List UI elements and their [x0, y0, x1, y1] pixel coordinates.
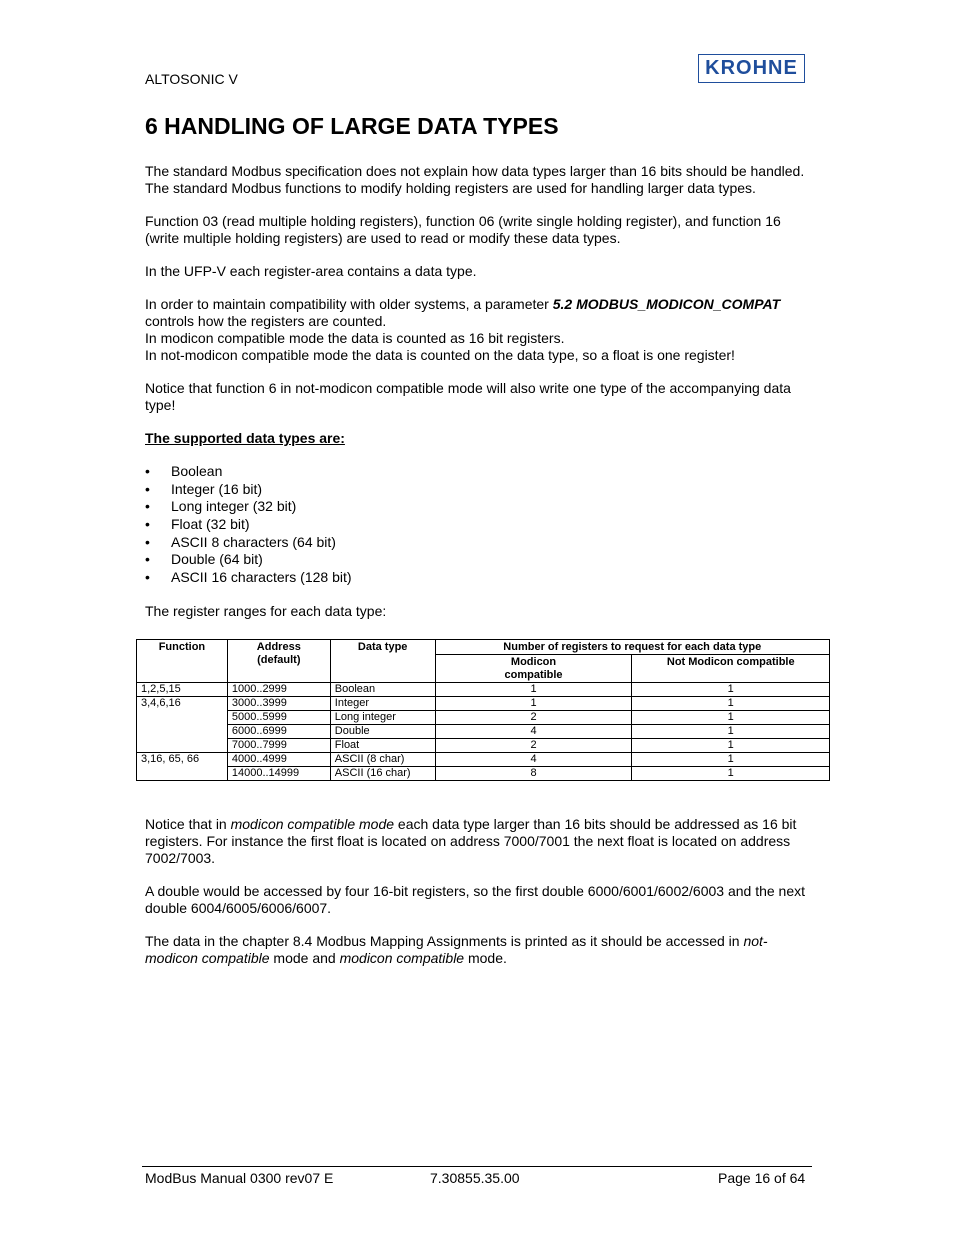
table-row	[137, 767, 830, 781]
table-row	[137, 711, 830, 725]
list-item: • Double (64 bit)	[145, 551, 817, 569]
col-header-not-modicon: Not Modicon compatible	[632, 655, 830, 683]
cell-address: 1000..2999	[227, 683, 330, 697]
cell-address: 14000..14999	[227, 767, 330, 781]
footer-document: ModBus Manual 0300 rev07 E	[145, 1170, 334, 1186]
cell-modicon: 2	[435, 739, 632, 753]
page-title: 6 HANDLING OF LARGE DATA TYPES	[145, 113, 559, 139]
cell-modicon: 2	[435, 711, 632, 725]
table-header-row	[137, 640, 830, 655]
register-ranges-table	[136, 639, 830, 781]
col-header-function: Function	[137, 640, 228, 683]
cell-function: 1,2,5,15	[137, 683, 228, 697]
cell-type: Float	[330, 739, 435, 753]
notes-section	[145, 816, 817, 983]
ranges-intro: The register ranges for each data type:	[145, 602, 387, 619]
paragraph-4	[145, 296, 817, 364]
note-1-pre: Notice that in	[145, 816, 231, 832]
cell-function	[137, 711, 228, 725]
table-row	[137, 739, 830, 753]
cell-function: 3,16, 65, 66	[137, 753, 228, 767]
list-item: • Integer (16 bit)	[145, 481, 817, 499]
cell-modicon: 1	[435, 697, 632, 711]
note-3-mid: mode and	[269, 950, 340, 966]
logo-text: KROHNE	[705, 57, 798, 79]
paragraph-1: The standard Modbus specification does not explain how data types larger than 16 bits should be handled. The standard Modbus functions to modify holding registers are used for handling larger data types.	[145, 163, 805, 196]
cell-not-modicon: 1	[632, 753, 830, 767]
col-header-data-type: Data type	[330, 640, 435, 683]
cell-address: 6000..6999	[227, 725, 330, 739]
col-header-address: Address (default)	[227, 640, 330, 683]
krohne-logo	[698, 54, 805, 83]
cell-type: ASCII (8 char)	[330, 753, 435, 767]
cell-not-modicon: 1	[632, 683, 830, 697]
paragraph-5: Notice that function 6 in not-modicon compatible mode will also write one type of the accompanying data type!	[145, 380, 791, 413]
list-item: • Boolean	[145, 463, 817, 481]
cell-type: Double	[330, 725, 435, 739]
parameter-name: 5.2 MODBUS_MODICON_COMPAT	[552, 296, 781, 312]
cell-type: Long integer	[330, 711, 435, 725]
types-heading: The supported data types are:	[145, 430, 345, 446]
p4-line2: In modicon compatible mode the data is counted as 16 bit registers.	[145, 330, 565, 346]
cell-function	[137, 725, 228, 739]
cell-not-modicon: 1	[632, 711, 830, 725]
intro-section	[145, 163, 817, 636]
note-2: A double would be accessed by four 16-bit registers, so the first double 6000/6001/6002/6003 and the next double 6004/6005/6006/6007.	[145, 883, 806, 916]
col-header-modicon: Modicon compatible	[435, 655, 632, 683]
types-list	[145, 463, 817, 587]
cell-type: ASCII (16 char)	[330, 767, 435, 781]
cell-modicon: 4	[435, 725, 632, 739]
footer-divider	[142, 1166, 812, 1167]
table-row	[137, 683, 830, 697]
cell-address: 4000..4999	[227, 753, 330, 767]
p4-post: controls how the registers are counted.	[145, 313, 387, 329]
footer-part-number: 7.30855.35.00	[430, 1170, 520, 1186]
note-3-post: mode.	[464, 950, 507, 966]
cell-type: Boolean	[330, 683, 435, 697]
note-3	[145, 933, 817, 967]
cell-address: 3000..3999	[227, 697, 330, 711]
cell-modicon: 1	[435, 683, 632, 697]
cell-function: 3,4,6,16	[137, 697, 228, 711]
cell-address: 7000..7999	[227, 739, 330, 753]
cell-not-modicon: 1	[632, 725, 830, 739]
note-1-emphasis: modicon compatible mode	[230, 816, 395, 832]
cell-type: Integer	[330, 697, 435, 711]
cell-address: 5000..5999	[227, 711, 330, 725]
list-item: • ASCII 8 characters (64 bit)	[145, 534, 817, 552]
note-3-emphasis-2: modicon compatible	[339, 950, 465, 966]
note-3-pre: The data in the chapter 8.4 Modbus Mapping Assignments is printed as it should be accessed in	[145, 933, 744, 949]
p4-line3: In not-modicon compatible mode the data is counted on the data type, so a float is one register!	[145, 347, 735, 363]
cell-function	[137, 739, 228, 753]
cell-function	[137, 767, 228, 781]
cell-modicon: 8	[435, 767, 632, 781]
cell-not-modicon: 1	[632, 697, 830, 711]
note-1-post: each data type larger than 16 bits should be addressed as 16 bit registers. For instance the first float is located on address 7000/7001 the next float is located on address 7002/7003.	[145, 816, 797, 866]
table-row	[137, 753, 830, 767]
paragraph-3: In the UFP-V each register-area contains a data type.	[145, 263, 477, 279]
cell-not-modicon: 1	[632, 767, 830, 781]
note-3-emphasis-1: not-modicon compatible	[145, 933, 768, 966]
p4-pre: In order to maintain compatibility with older systems, a parameter	[145, 296, 553, 312]
table-row	[137, 725, 830, 739]
cell-not-modicon: 1	[632, 739, 830, 753]
col-header-num-regs: Number of registers to request for each data type	[435, 640, 829, 655]
list-item: • Float (32 bit)	[145, 516, 817, 534]
list-item: • ASCII 16 characters (128 bit)	[145, 569, 817, 587]
note-1	[145, 816, 817, 867]
cell-modicon: 4	[435, 753, 632, 767]
paragraph-2: Function 03 (read multiple holding registers), function 06 (write single holding register), and function 16 (write multiple holding registers) are used to read or modify these data types.	[145, 213, 781, 246]
footer-page-number: Page 16 of 64	[718, 1170, 806, 1186]
header-product: ALTOSONIC V	[145, 71, 238, 87]
list-item: • Long integer (32 bit)	[145, 498, 817, 516]
table-row	[137, 697, 830, 711]
